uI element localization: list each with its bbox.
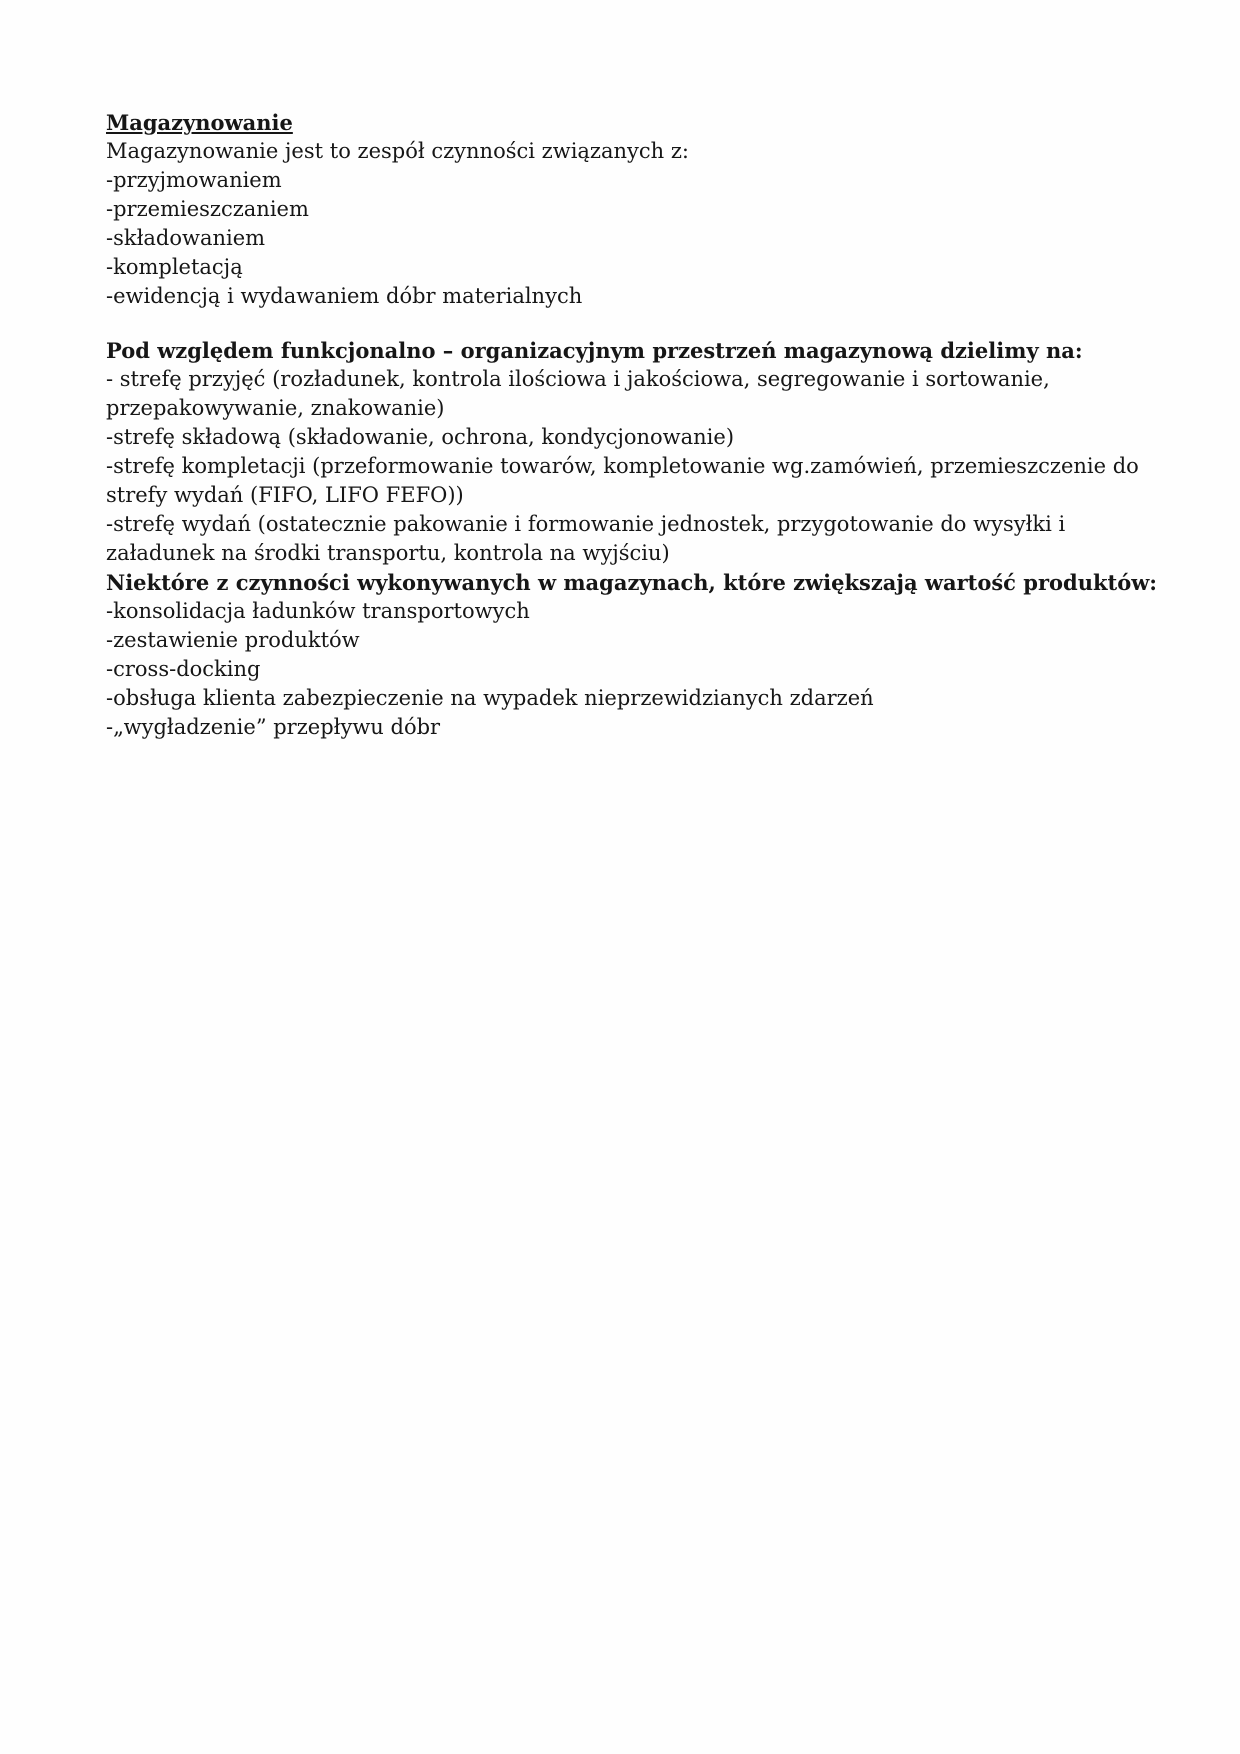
list-item: -strefę składową (składowanie, ochrona, kondycjonowanie) [106,425,735,449]
list-item: -obsługa klienta zabezpieczenie na wypadek nieprzewidzianych zdarzeń [106,686,874,710]
list-item: -kompletacją [106,255,243,279]
list-item: -„wygładzenie” przepływu dóbr [106,715,441,739]
list-item: -strefę wydań (ostatecznie pakowanie i formowanie jednostek, przygotowanie do wysyłki i [106,512,1066,536]
list-item-continuation: przepakowywanie, znakowanie) [106,396,445,420]
doc-title: Magazynowanie [106,110,293,135]
list-item: - strefę przyjęć (rozładunek, kontrola ilościowa i jakościowa, segregowanie i sortowanie, [106,367,1050,391]
list-item: -konsolidacja ładunków transportowych [106,599,530,623]
list-item-continuation: załadunek na środki transportu, kontrola na wyjściu) [106,541,670,565]
list-item: -przyjmowaniem [106,168,282,192]
list-item: -strefę kompletacji (przeformowanie towarów, kompletowanie wg.zamówień, przemieszczenie do [106,454,1139,478]
section-heading-activities: Niektóre z czynności wykonywanych w magazynach, które zwiększają wartość produktów: [106,570,1158,595]
list-item-continuation: strefy wydań (FIFO, LIFO FEFO)) [106,483,464,507]
intro-line: Magazynowanie jest to zespół czynności związanych z: [106,139,690,163]
list-item: -zestawienie produktów [106,628,360,652]
list-item: -cross-docking [106,657,261,681]
list-item: -przemieszczaniem [106,197,309,221]
section-heading-zones: Pod względem funkcjonalno – organizacyjnym przestrzeń magazynową dzielimy na: [106,338,1083,363]
list-item: -składowaniem [106,226,266,250]
list-item: -ewidencją i wydawaniem dóbr materialnych [106,284,583,308]
